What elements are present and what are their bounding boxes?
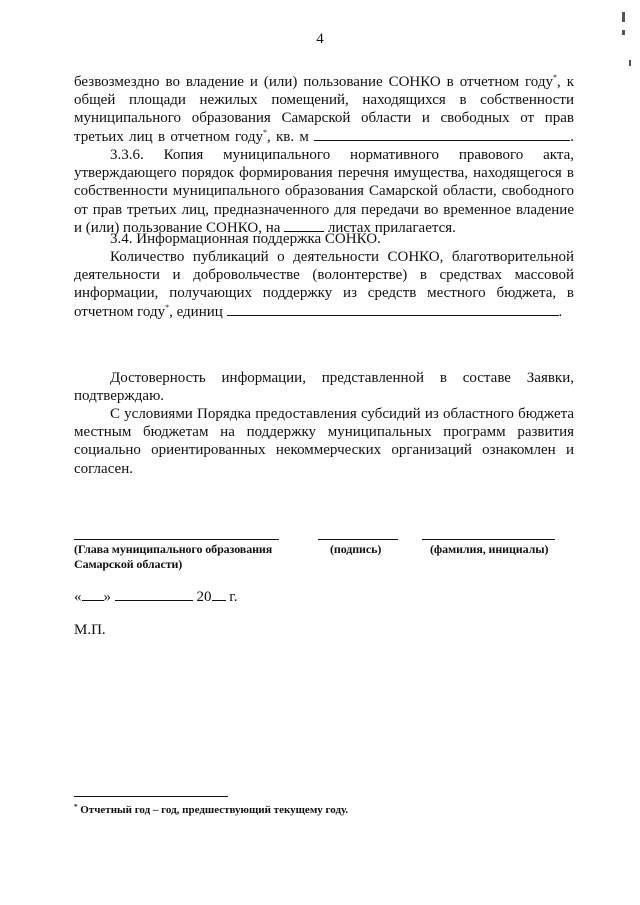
signature-line-name[interactable] — [422, 539, 555, 540]
blank-field-area[interactable] — [314, 128, 570, 141]
footnote-mark: * — [165, 302, 170, 312]
blank-month[interactable] — [115, 588, 193, 601]
agreement-paragraph: С условиями Порядка предоставления субсидий из областного бюджета местным бюджетам на поддержку муниципальных программ развития социально ориентированных некоммерческих организаций ознакомлен и согласен. — [74, 406, 574, 477]
confirmation-paragraph: Достоверность информации, представленной в составе Заявки, подтверждаю. — [74, 370, 574, 405]
footnote-mark: * — [553, 73, 557, 82]
sign-label: (подпись) — [330, 542, 382, 556]
scan-artifact — [629, 60, 631, 66]
footnote: * Отчетный год – год, предшествующий текущему году. — [74, 803, 349, 816]
paragraph-continuation: безвозмездно во владение и (или) пользование СОНКО в отчетном году*, к общей площади нежилых помещений, находящихся в собственности муниципального образования Самарской области и свободных от прав третьих лиц в отчетном году*, кв. м . — [74, 73, 574, 145]
footnote-mark: * — [262, 127, 267, 137]
page-number: 4 — [316, 31, 324, 47]
scan-artifact — [622, 30, 625, 35]
item-publications: Количество публикаций о деятельности СОНКО, благотворительной деятельности и добровольчестве (волонтерстве) в средствах массовой информации, получающих поддержку из средств местного бюджета, в отчетном году*, единиц . — [74, 249, 574, 320]
signature-line-head[interactable] — [74, 539, 279, 540]
footnote-divider — [74, 796, 228, 797]
heading-3-4: 3.4. Информационная поддержка СОНКО. — [110, 231, 381, 247]
signature-line-sign[interactable] — [318, 539, 398, 540]
blank-year[interactable] — [212, 588, 226, 601]
head-label: (Глава муниципального образования Самарской области) — [74, 542, 273, 571]
scan-artifact — [622, 12, 625, 22]
date-line: « » 20 г. — [74, 589, 238, 605]
blank-field-publications[interactable] — [227, 303, 559, 316]
name-label: (фамилия, инициалы) — [430, 542, 549, 556]
stamp-place: М.П. — [74, 622, 106, 638]
item-3-3-6: 3.3.6. Копия муниципального нормативного правового акта, утверждающего порядок формирования перечня имущества, находящегося в собственности муниципального образования Самарской области, свободного от прав третьих лиц, предназначенного для передачи во временное владение и (или) пользование СОНКО, на листах прилагается. — [74, 147, 574, 236]
blank-day[interactable] — [82, 588, 104, 601]
